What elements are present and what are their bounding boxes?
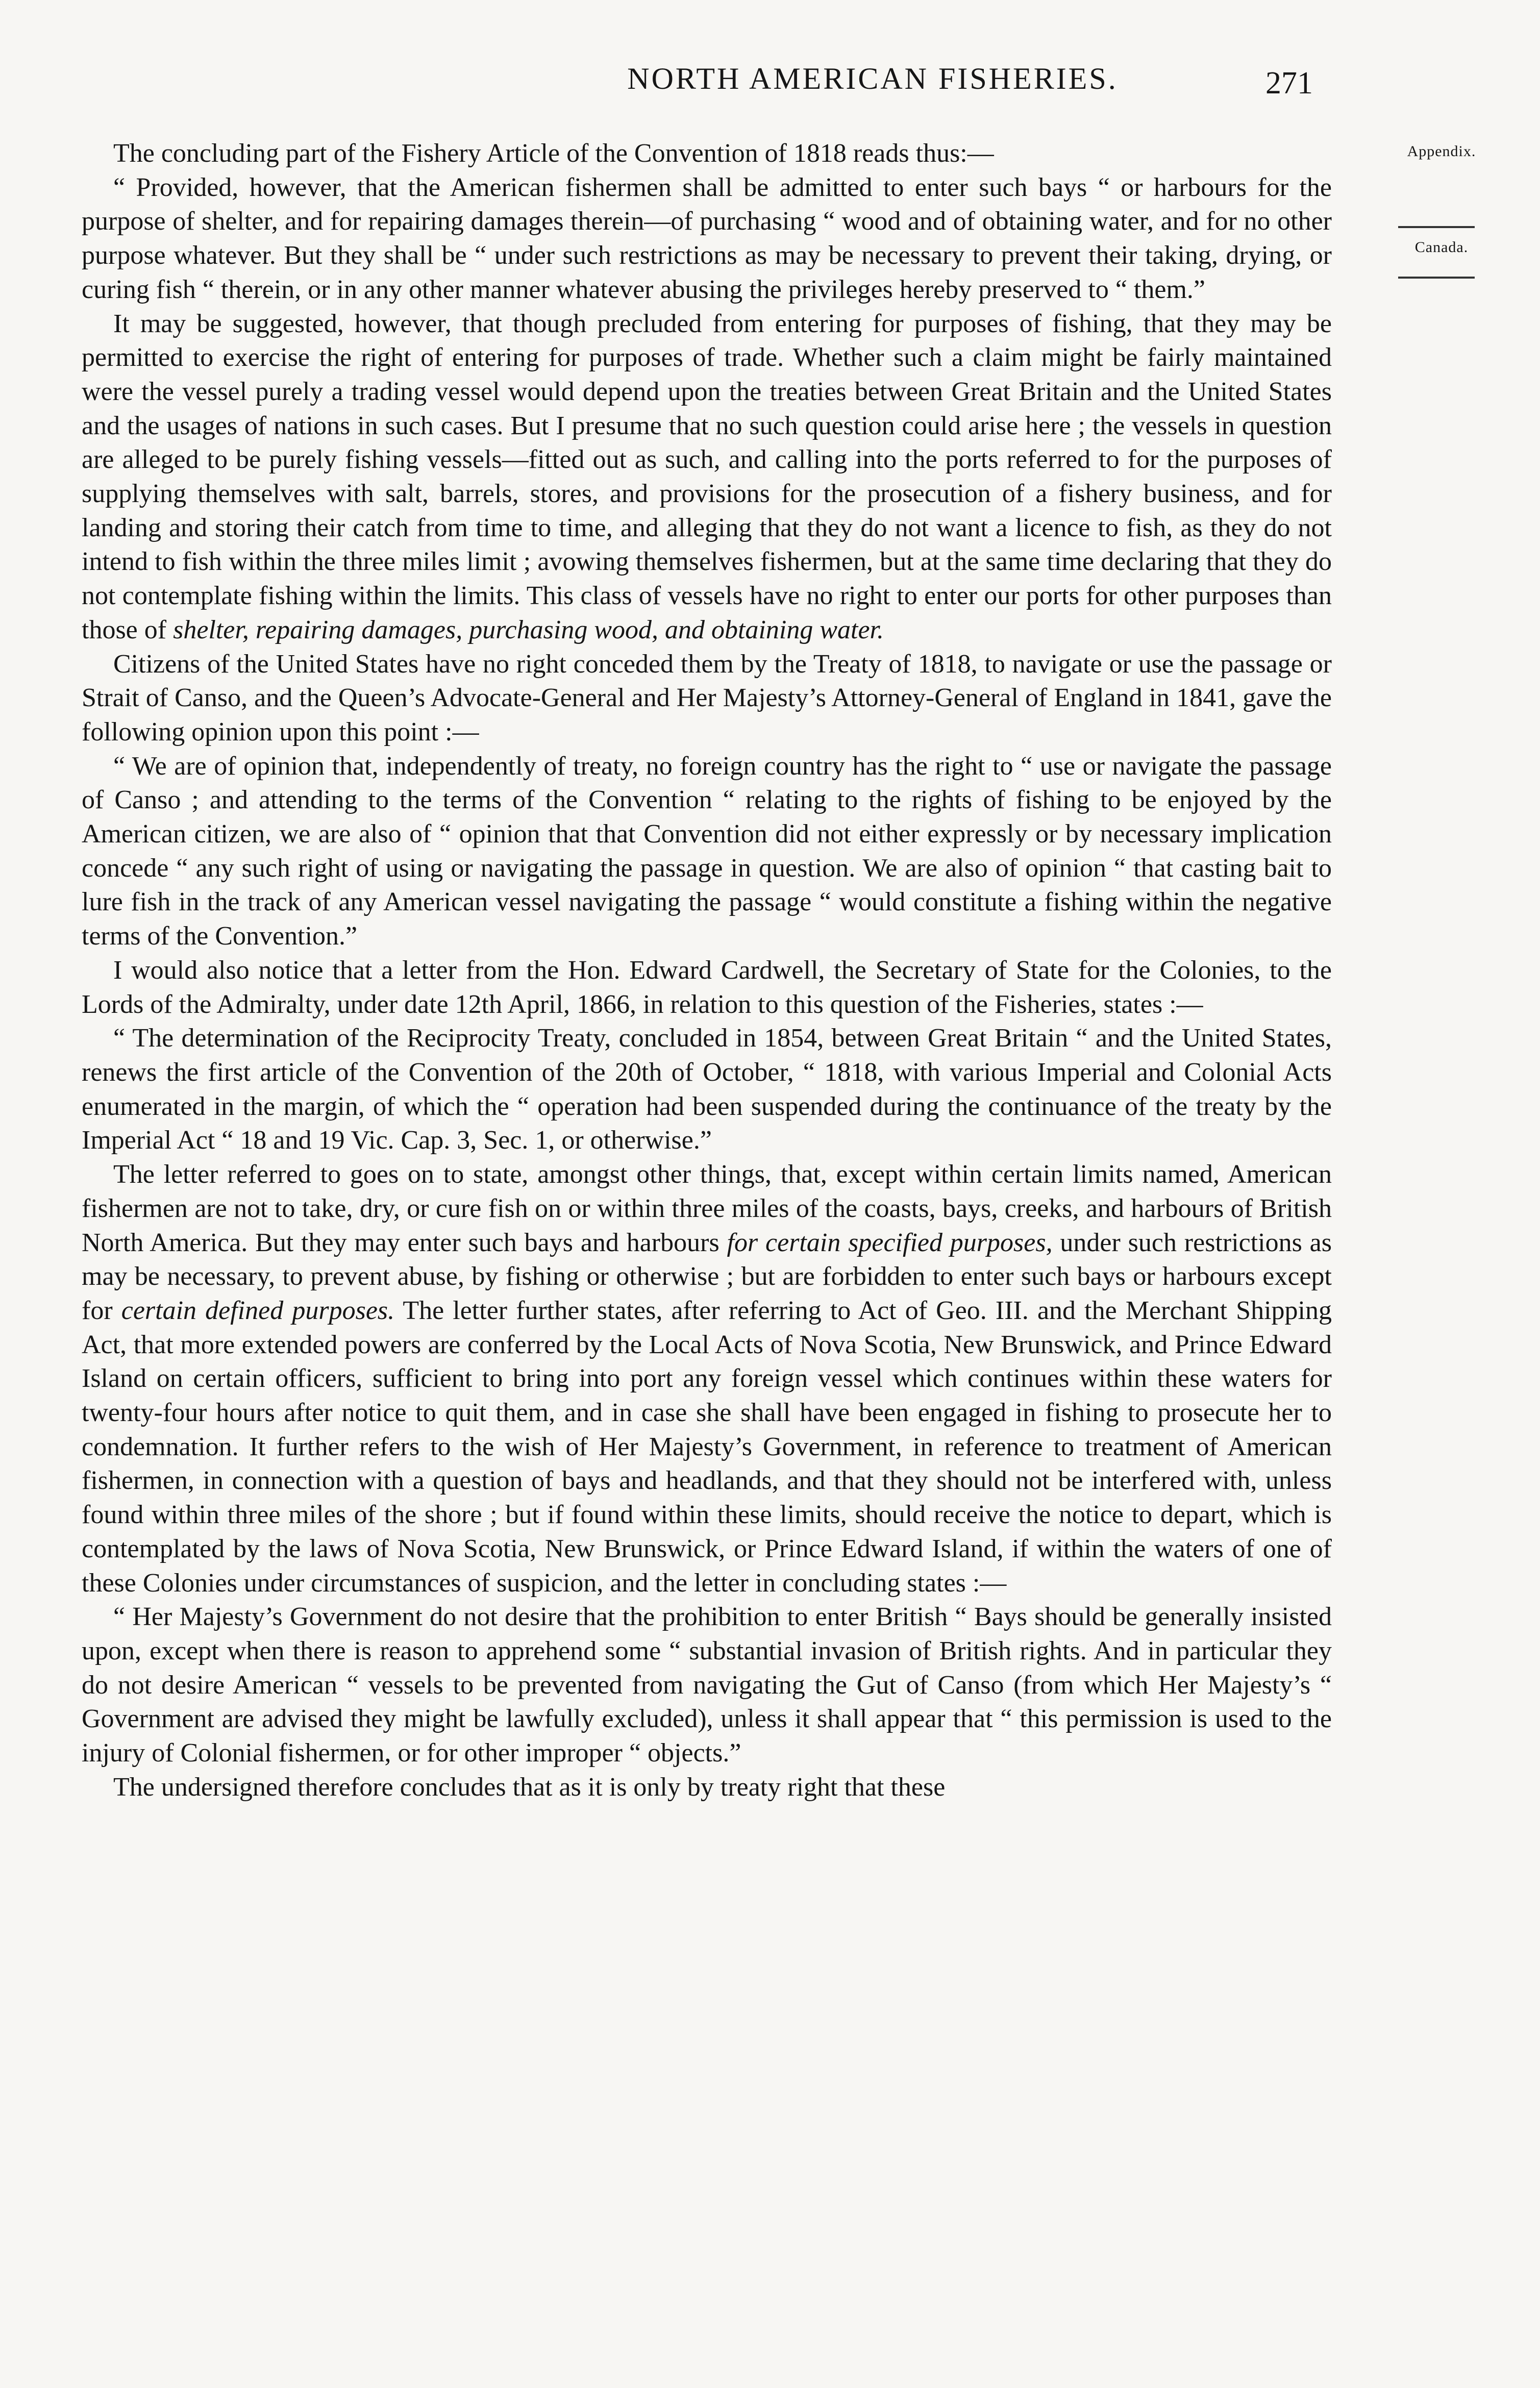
body-text xyxy=(82,137,1332,1804)
paragraph xyxy=(82,1158,1332,1600)
emphasized-text: shelter, repairing damages, purchasing wood, and obtaining water. xyxy=(173,615,884,644)
paragraph-text: under such restrictions as may be necessary, to prevent abuse, by fishing or otherwise ; but are forbidden to enter such bays or harbours except for xyxy=(82,1228,1332,1325)
quotation-reciprocity: “ The determination of the Reciprocity Treaty, concluded in 1854, between Great Britain “ and the United States, renews the first article of the Convention of the 20th of October, “ 1818, with various Imperial and Colonial Acts enumerated in the margin, of which the “ operation had been suspended during the continuance of the treaty by the Imperial Act “ 18 and 19 Vic. Cap. 3, Sec. 1, or otherwise.” xyxy=(82,1024,1332,1155)
margin-rule-top xyxy=(1398,226,1475,228)
running-title: NORTH AMERICAN FISHERIES. xyxy=(627,62,1118,95)
quotation-convention-1818: “ Provided, however, that the American fishermen shall be admitted to enter such bays “ or harbours for the purpose of shelter, and for repairing damages therein—of purchasing “ wood and of obtaining water, and for no other purpose whatever. But they shall be “ under such restrictions as may be necessary to prevent their taking, drying, or curing fish “ therein, or in any other manner whatever abusing the privileges hereby preserved to “ them.” xyxy=(82,172,1332,304)
emphasized-text: for certain specified purposes, xyxy=(727,1228,1053,1257)
paragraph-text: The letter further states, after referring to Act of Geo. III. and the Merchant Shipping Act, that more extended powers are conferred by the Local Acts of Nova Scotia, New Brunswick, and Prince Edward Island on certain officers, sufficient to bring into port any foreign vessel which continues within these waters for twenty-four hours after notice to quit them, and in case she shall have been engaged in fishing to prosecute her to condemnation. It further refers to the wish of Her Majesty’s Government, in reference to treatment of American fishermen, in connection with a question of bays and headlands, and that they should not be interfered with, unless found within three miles of the shore ; but if found within these limits, should receive the notice to depart, which is contemplated by the laws of Nova Scotia, New Brunswick, or Prince Edward Island, if within the waters of one of these Colonies under circumstances of suspicion, and the letter in concluding states :— xyxy=(82,1296,1332,1598)
paragraph-text: It may be suggested, however, that though precluded from entering for purposes of fishing, that they may be permitted to exercise the right of entering for purposes of trade. Whether such a claim might be fairly maintained were the vessel purely a trading vessel would depend upon the treaties between Great Britain and the United States and the usages of nations in such cases. But I presume that no such question could arise here ; the vessels in question are alleged to be purely fishing vessels—fitted out as such, and calling into the ports referred to for the purposes of supplying themselves with salt, barrels, stores, and provisions for the prosecution of a fishery business, and for landing and storing their catch from time to time, and alleging that they do not want a licence to fish, as they do not intend to fish within the three miles limit ; avowing themselves fishermen, but at the same time declaring that they do not contemplate fishing within the limits. This class of vessels have no right to enter our ports for other purposes than those of xyxy=(82,309,1332,644)
paragraph: The undersigned therefore concludes that as it is only by treaty right that these xyxy=(113,1772,946,1802)
margin-rule-bottom xyxy=(1398,277,1475,279)
quotation-government: “ Her Majesty’s Government do not desire that the prohibition to enter British “ Bays should be generally insisted upon, except when there is reason to apprehend some “ substantial invasion of British rights. And in particular they do not desire American “ vessels to be prevented from navigating the Gut of Canso (from which Her Majesty’s “ Government are advised they might be lawfully excluded), unless it shall appear that “ this permission is used to the injury of Colonial fishermen, or for other improper “ objects.” xyxy=(82,1602,1332,1768)
margin-note-appendix: Appendix. xyxy=(1407,143,1476,160)
paragraph-text: The letter referred to goes on to state, amongst other things, that, except within certain limits named, American fishermen are not to take, dry, or cure fish on or within three miles of the coasts, bays, creeks, and harbours of British North America. But they may enter such bays and harbours xyxy=(82,1160,1332,1257)
page-number: 271 xyxy=(1265,66,1313,101)
paragraph: Citizens of the United States have no right conceded them by the Treaty of 1818, to navigate or use the passage or Strait of Canso, and the Queen’s Advocate-General and Her Majesty’s Attorney-General of England in 1841, gave the following opinion upon this point :— xyxy=(82,649,1332,747)
paragraph: The concluding part of the Fishery Article of the Convention of 1818 reads thus:— xyxy=(113,139,994,168)
paragraph xyxy=(82,307,1332,648)
margin-note-canada: Canada. xyxy=(1414,239,1469,256)
quotation-opinion: “ We are of opinion that, independently of treaty, no foreign country has the right to “ use or navigate the passage of Canso ; and attending to the terms of the Convention “ relating to the rights of fishing to be enjoyed by the American citizen, we are also of “ opinion that that Convention did not either expressly or by necessary implication concede “ any such right of using or navigating the passage in question. We are also of opinion “ that casting bait to lure fish in the track of any American vessel navigating the passage “ would constitute a fishing within the negative terms of the Convention.” xyxy=(82,751,1332,951)
emphasized-text: certain defined purposes. xyxy=(121,1296,395,1325)
paragraph: I would also notice that a letter from the Hon. Edward Cardwell, the Secretary of State for the Colonies, to the Lords of the Admiralty, under date 12th April, 1866, in relation to this question of the Fisheries, states :— xyxy=(82,955,1332,1019)
